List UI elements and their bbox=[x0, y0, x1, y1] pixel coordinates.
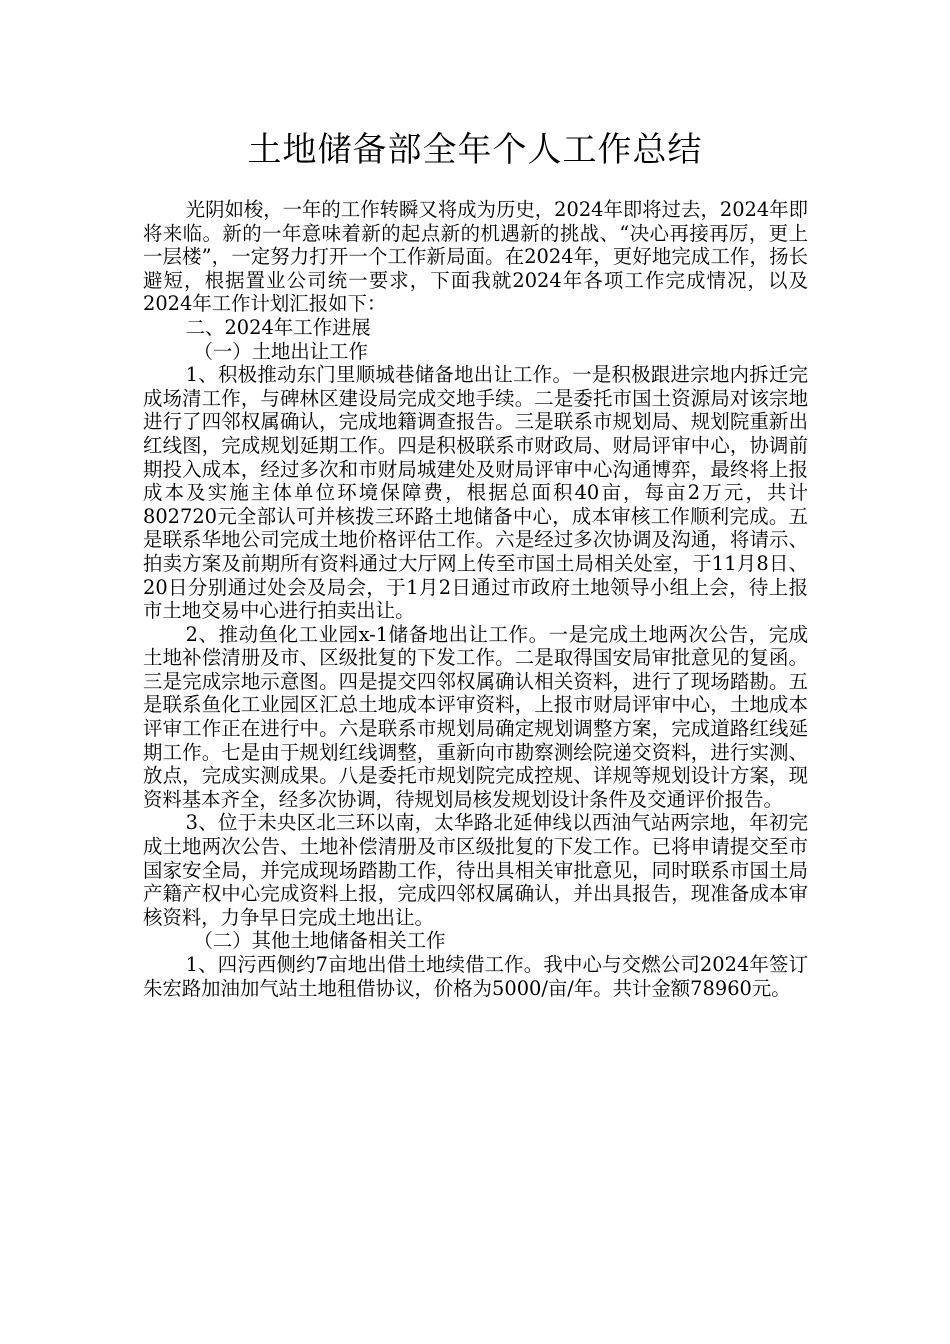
subsection-heading-land-transfer: （一）土地出让工作 bbox=[193, 339, 368, 363]
section-heading-progress: 二、2024年工作进展 bbox=[185, 315, 371, 339]
intro-paragraph: 光阴如梭，一年的工作转瞬又将成为历史，2024年即将过去，2024年即将来临。新的一年意味着新的起点新的机遇新的挑战、“决心再接再厉，更上一层楼”，一定努力打开一个工作新局面。在2024年，更好地完成工作，扬长避短，根据置业公司统一要求，下面我就2024年各项工作完成情况，以及2024年工作计划汇报如下： bbox=[143, 198, 808, 316]
item-paragraph-1: 1、积极推动东门里顺城巷储备地出让工作。一是积极跟进宗地内拆迁完成场清工作，与碑林区建设局完成交地手续。二是委托市国土资源局对该宗地进行了四邻权属确认，完成地籍调查报告。三是联系市规划局、规划院重新出红线图，完成规划延期工作。四是积极联系市财政局、财局评审中心，协调前期投入成本，经过多次和市财局城建处及财局评审中心沟通博弈，最终将上报成本及实施主体单位环境保障费，根据总面积40亩，每亩2万元，共计802720元全部认可并核拨三环路土地储备中心，成本审核工作顺利完成。五是联系华地公司完成土地价格评估工作。六是经过多次协调及沟通，将请示、拍卖方案及前期所有资料通过大厅网上传至市国土局相关处室，于11月8日、20日分别通过处会及局会，于1月2日通过市政府土地领导小组上会，待上报市土地交易中心进行拍卖出让。 bbox=[143, 363, 808, 623]
item-paragraph-3: 3、位于未央区北三环以南，太华路北延伸线以西油气站两宗地，年初完成土地两次公告、土地补偿清册及市区级批复的下发工作。已将申请提交至市国家安全局，并完成现场踏勘工作，待出具相关审批意见，同时联系市国土局产籍产权中心完成资料上报，完成四邻权属确认，并出具报告，现准备成本审核资料，力争早日完成土地出让。 bbox=[143, 811, 808, 929]
item-paragraph-4: 1、四污西侧约7亩地出借土地续借工作。我中心与交燃公司2024年签订朱宏路加油加气站土地租借协议，价格为5000/亩/年。共计金额78960元。 bbox=[143, 953, 808, 1000]
document-title: 土地储备部全年个人工作总结 bbox=[247, 130, 703, 170]
item-paragraph-2: 2、推动鱼化工业园x-1储备地出让工作。一是完成土地两次公告，完成土地补偿清册及市、区级批复的下发工作。二是取得国安局审批意见的复函。三是完成宗地示意图。四是提交四邻权属确认相关资料，进行了现场踏勘。五是联系鱼化工业园区汇总土地成本评审资料，上报市财局评审中心，土地成本评审工作正在进行中。六是联系市规划局确定规划调整方案，完成道路红线延期工作。七是由于规划红线调整，重新向市勘察测绘院递交资料，进行实测、放点，完成实测成果。八是委托市规划院完成控规、详规等规划设计方案，现资料基本齐全，经多次协调，待规划局核发规划设计条件及交通评价报告。 bbox=[143, 622, 808, 811]
subsection-heading-other-work: （二）其他土地储备相关工作 bbox=[193, 929, 446, 953]
document-body bbox=[143, 198, 808, 1000]
